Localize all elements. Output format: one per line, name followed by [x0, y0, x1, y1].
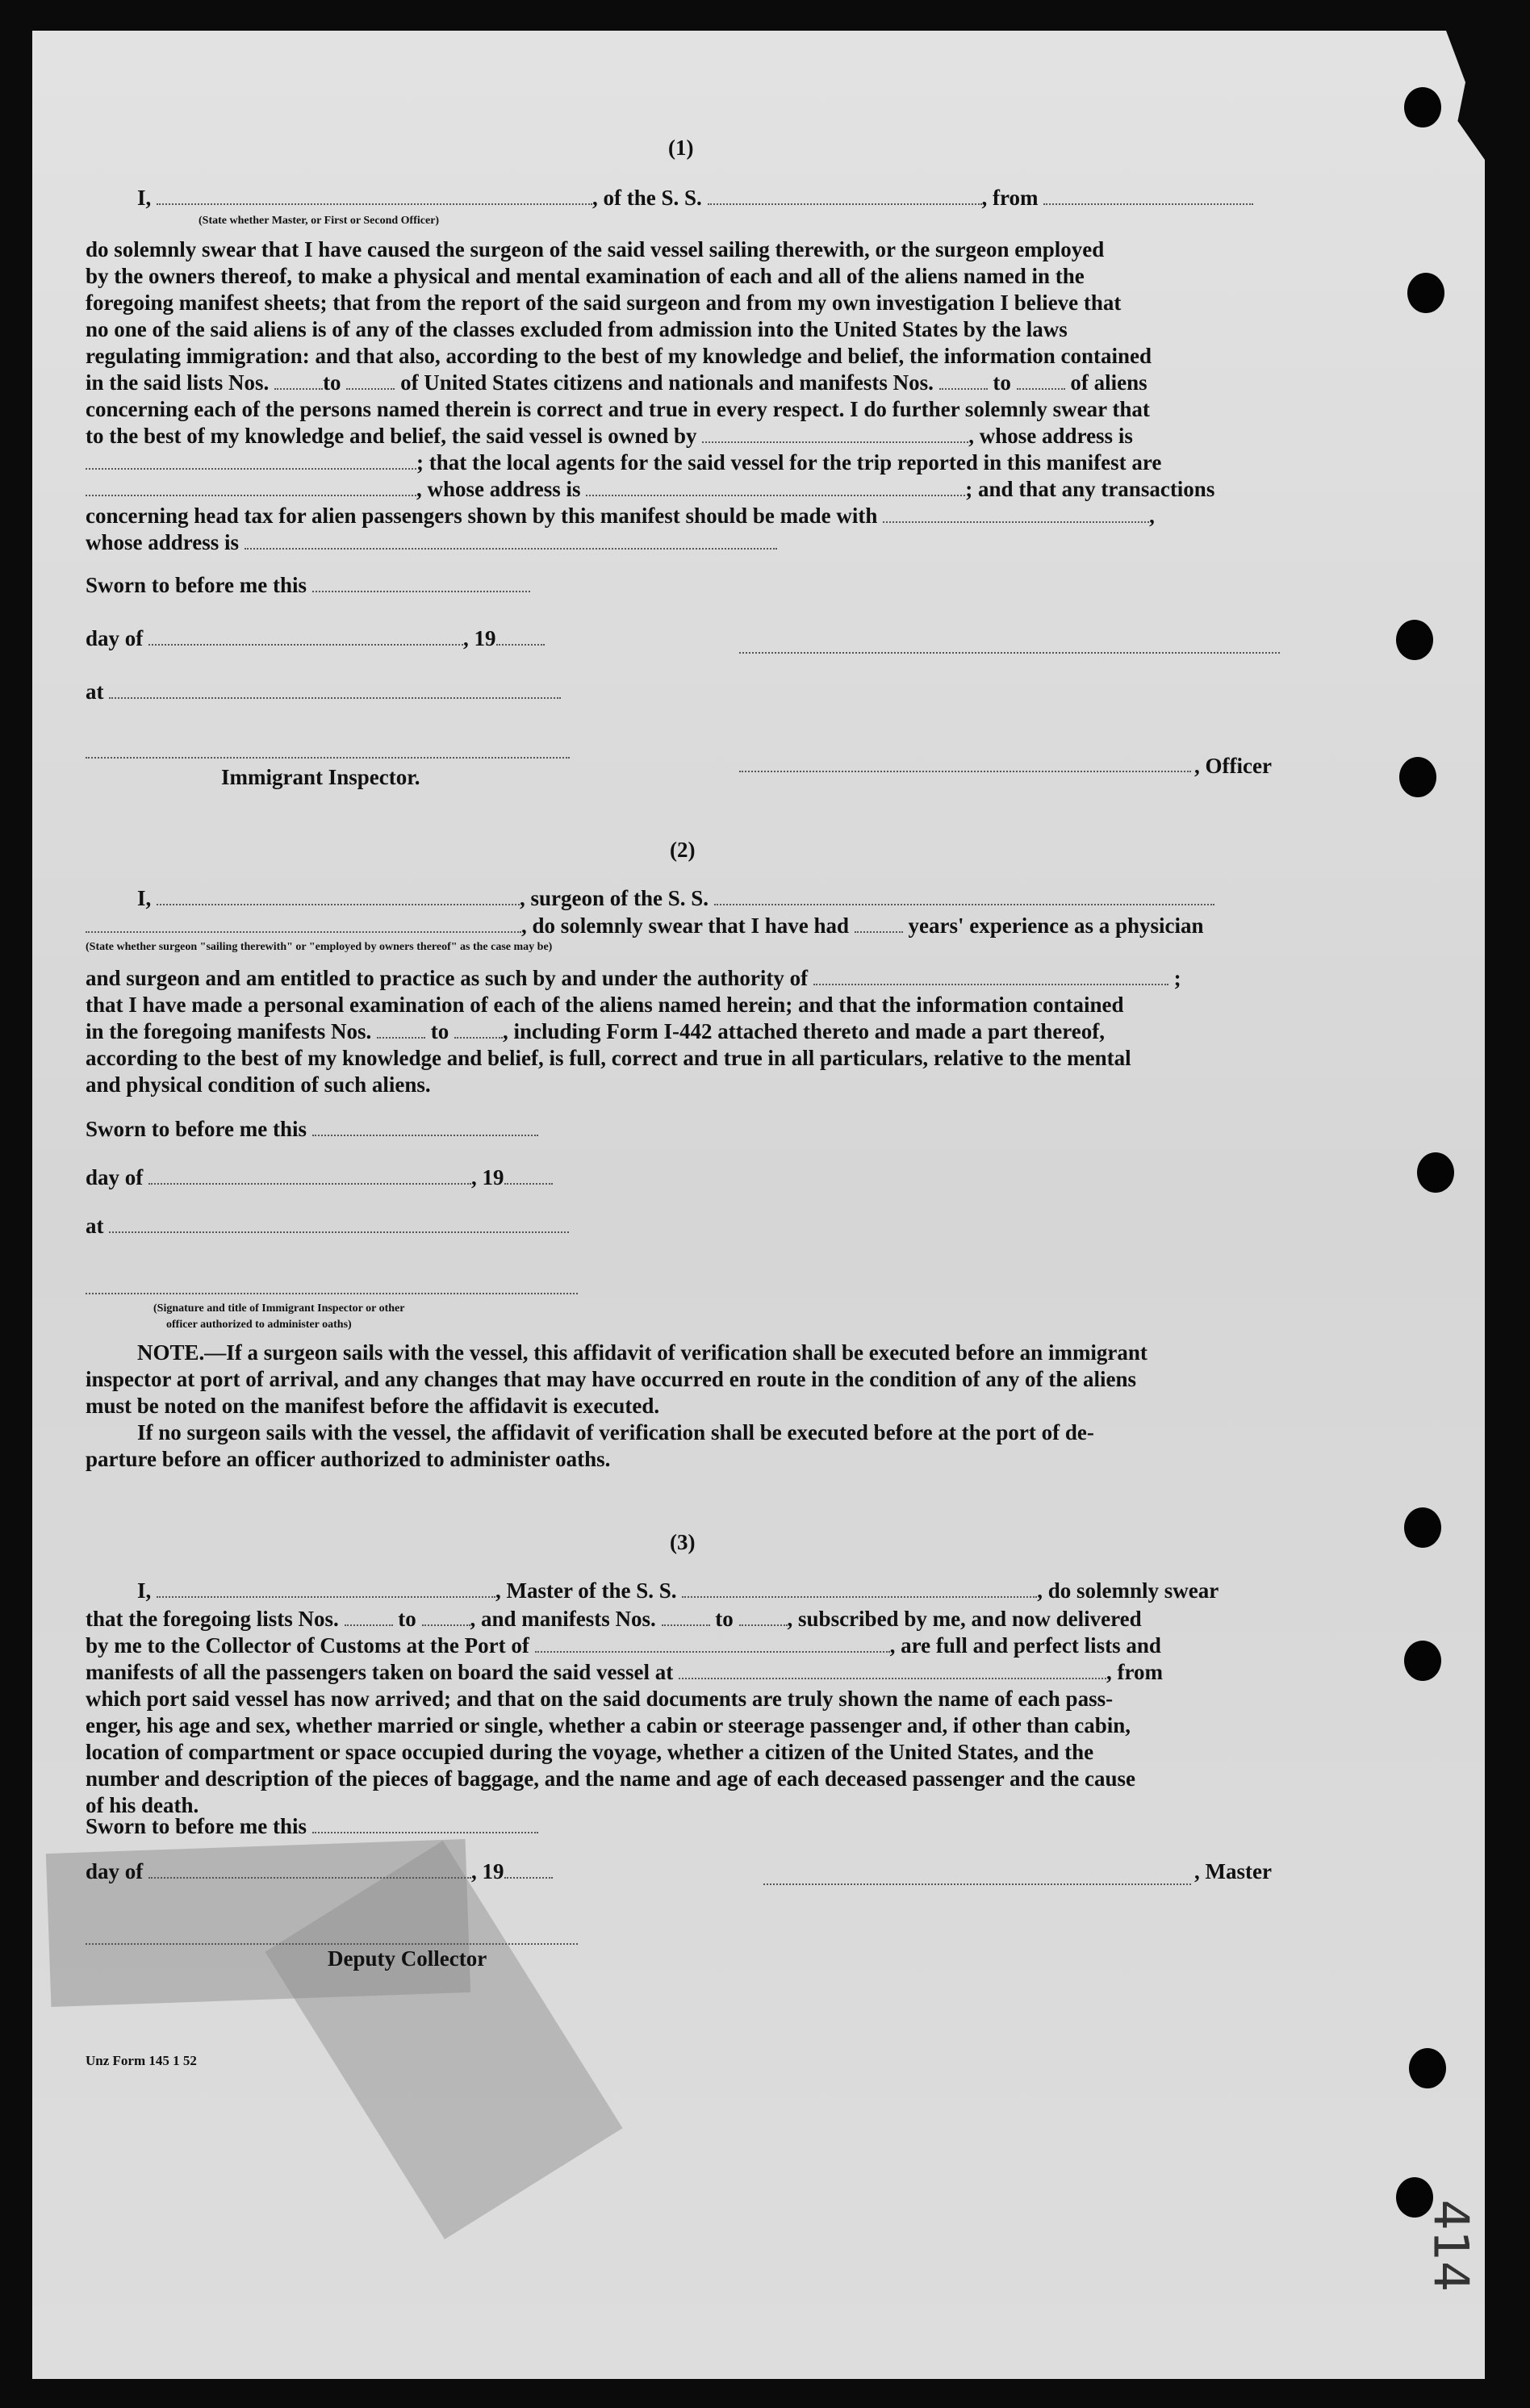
oath-line: I, , Master of the S. S. , do solemnly swear: [137, 1578, 1219, 1603]
sworn-line: Sworn to before me this: [86, 573, 530, 598]
note-paragraph: NOTE.—If a surgeon sails with the vessel, this affidavit of verification shall be executed before an immigrant inspector at port of arrival, and any changes that may have occurred en route in the condition of any of the aliens must be noted on the manifest before the affidavit is executed. If no surgeon sails with the vessel, the affidavit of verification shall be executed before at the port of de- parture before an officer authorized to administer oaths.: [86, 1340, 1148, 1471]
signature-note: officer authorized to administer oaths): [166, 1319, 352, 1331]
punch-hole: [1409, 2048, 1446, 2088]
section2-paragraph: and surgeon and am entitled to practice as such by and under the authority of ; that I have made a personal examination of each of the aliens named herein; and that the information contained in the foregoing manifests Nos. to , including Form I-442 attached thereto and made a part thereof, according to the best of my knowledge and belief, is full, correct and true in all particulars, relative to the mental and physical condition of such aliens.: [86, 966, 1181, 1097]
deputy-collector-label: Deputy Collector: [328, 1946, 487, 1971]
signature-line: [763, 1883, 1191, 1885]
punch-hole: [1404, 87, 1441, 128]
signature-line: [86, 1293, 578, 1294]
document-page: [32, 31, 1485, 2379]
master-label: , Master: [1194, 1859, 1272, 1883]
oath-line: I, , of the S. S. , from: [137, 186, 1253, 211]
date-line: day of , 19: [86, 626, 545, 651]
section1-paragraph: do solemnly swear that I have caused the surgeon of the said vessel sailing therewith, or the surgeon employed by the owners thereof, to make a physical and mental examination of each and all of the aliens named in the foregoing manifest sheets; that from the report of the said surgeon and from my own investigation I believe that no one of the said aliens is of any of the classes excluded from admission into the United States by the laws regulating immigration: and that also, according to the best of my knowledge and belief, the information contained in the said lists Nos. to of United States citizens and nationals and manifests Nos. to of aliens concerning each of the persons named therein is correct and true in every respect. I do further solemnly swear that to the best of my knowledge and belief, the said vessel is owned by , whose address is ; that the local agents for the said vessel for the trip reported in this manifest are , whose address is ; and that any transactions concerning head tax for alien passengers shown by this manifest should be made with , whose address is: [86, 237, 1215, 554]
signature-line: [739, 771, 1191, 772]
officer-label: , Officer: [1194, 754, 1272, 778]
form-id: Unz Form 145 1 52: [86, 2053, 197, 2068]
oath-line: I, , surgeon of the S. S.: [137, 886, 1214, 911]
page-number: 414: [1422, 2199, 1479, 2293]
signature-line: [86, 757, 570, 759]
section-number: (1): [668, 136, 694, 160]
oath-line: , do solemnly swear that I have had years' experience as a physician: [86, 913, 1204, 939]
inspector-label: Immigrant Inspector.: [221, 765, 420, 789]
section3-paragraph: that the foregoing lists Nos. to , and manifests Nos. to , subscribed by me, and now delivered by me to the Collector of Customs at the Port of , are full and perfect lists and manifests of all the passengers taken on board the said vessel at , from which port said vessel has now arrived; and that on the said documents are truly shown the name of each pass- enger, his age and sex, whether married or single, whether a cabin or steerage passenger and, if other than cabin, location of compartment or space occupied during the voyage, whether a citizen of the United States, and the number and description of the pieces of baggage, and the name and age of each deceased passenger and the cause of his death.: [86, 1607, 1163, 1817]
place-line: at: [86, 679, 561, 704]
punch-hole: [1407, 273, 1444, 313]
signature-line: [86, 1943, 578, 1945]
place-line: at: [86, 1214, 569, 1239]
section-number: (2): [670, 838, 696, 862]
sworn-line: Sworn to before me this: [86, 1814, 538, 1839]
punch-hole: [1399, 757, 1436, 797]
field-note: (State whether surgeon "sailing therewith" or "employed by owners thereof" as the case may be): [86, 941, 553, 953]
signature-note: (Signature and title of Immigrant Inspector or other: [153, 1302, 405, 1315]
signature-line: [739, 652, 1280, 654]
punch-hole: [1396, 620, 1433, 660]
section-number: (3): [670, 1530, 696, 1554]
punch-hole: [1404, 1507, 1441, 1548]
punch-hole: [1404, 1641, 1441, 1681]
sworn-line: Sworn to before me this: [86, 1117, 538, 1142]
date-line: day of , 19: [86, 1859, 553, 1884]
field-note: (State whether Master, or First or Second Officer): [199, 215, 440, 227]
date-line: day of , 19: [86, 1165, 553, 1190]
punch-hole: [1417, 1152, 1454, 1193]
